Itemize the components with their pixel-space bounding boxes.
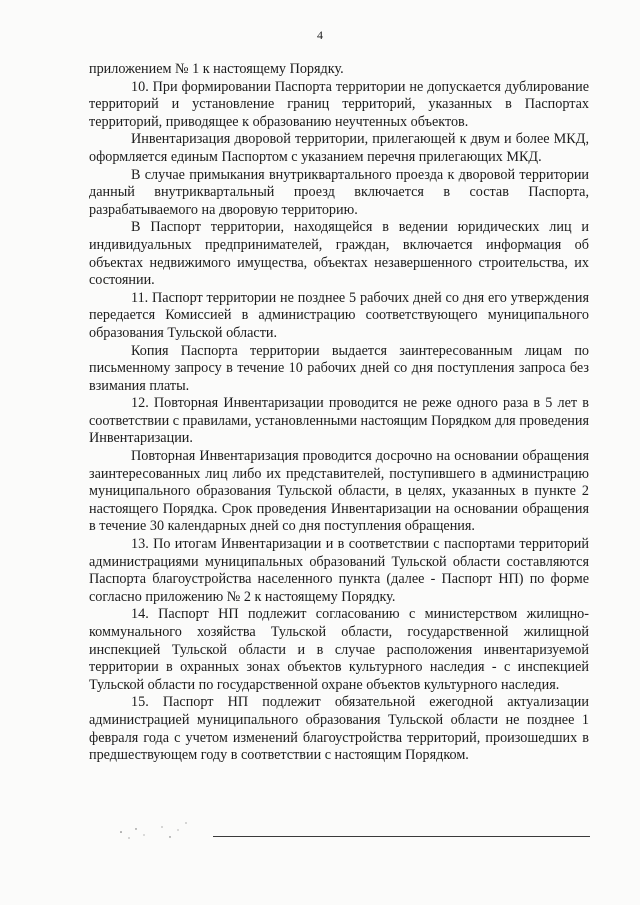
- page-number: 4: [317, 28, 323, 42]
- signature-line: [213, 836, 590, 837]
- paragraph-item-15: 15. Паспорт НП подлежит обязательной ежегодной актуализации администрацией муниципального образования Тульской области не позднее 1 февраля года с учетом изменений благоустройства территорий, произошедших в предшествующем году в соответствии с настоящим Порядком.: [89, 694, 589, 764]
- paragraph-intra-block-passage: В случае примыкания внутриквартального проезда к дворовой территории данный внутриквартальный проезд включается в состав Паспорта, разрабатываемого на дворовую территорию.: [89, 166, 589, 218]
- paragraph-early-inventory: Повторная Инвентаризация проводится досрочно на основании обращения заинтересованных лиц либо их представителей, поступившего в администрацию муниципального образования Тульской области, в целях, указанных в пункте 2 настоящего Порядка. Срок проведения Инвентаризации на основании обращения в течение 30 календарных дней со дня поступления обращения.: [89, 448, 589, 535]
- paragraph-item-10: 10. При формировании Паспорта территории не допускается дублирование территорий и установление границ территорий, указанных в Паспортах территорий, приводящее к образованию неучтенных объектов.: [89, 78, 589, 130]
- paragraph-item-14: 14. Паспорт НП подлежит согласованию с министерством жилищно-коммунального хозяйства Тульской области, государственной жилищной инспекцией Тульской области и в случае расположения инвентаризуемой территории в охранных зонах объектов культурного наследия - с инспекцией Тульской области по государственной охране объектов культурного наследия.: [89, 606, 589, 693]
- paragraph-passport-copy: Копия Паспорта территории выдается заинтересованным лицам по письменному запросу в течение 10 рабочих дней со дня поступления запроса без взимания платы.: [89, 342, 589, 394]
- paragraph-continuation: приложением № 1 к настоящему Порядку.: [89, 61, 344, 77]
- paragraph-legal-entities: В Паспорт территории, находящейся в ведении юридических лиц и индивидуальных предпринимателей, граждан, включается информация об объектах недвижимого имущества, объектах незавершенного строительства, их состоянии.: [89, 219, 589, 289]
- paragraph-item-12: 12. Повторная Инвентаризации проводится не реже одного раза в 5 лет в соответствии с правилами, установленными настоящим Порядком для проведения Инвентаризации.: [89, 395, 589, 447]
- paragraph-item-11: 11. Паспорт территории не позднее 5 рабочих дней со дня его утверждения передается Комиссией в администрацию соответствующего муниципального образования Тульской области.: [89, 289, 589, 341]
- scan-noise-specks: [115, 818, 195, 848]
- document-body: [89, 61, 589, 765]
- paragraph-courtyard-inventory: Инвентаризация дворовой территории, прилегающей к двум и более МКД, оформляется единым Паспортом с указанием перечня прилегающих МКД.: [89, 131, 589, 165]
- paragraph-item-13: 13. По итогам Инвентаризации и в соответствии с паспортами территорий администрациями муниципальных образований Тульской области составляются Паспорта благоустройства населенного пункта (далее - Паспорт НП) по форме согласно приложению № 2 к настоящему Порядку.: [89, 536, 589, 605]
